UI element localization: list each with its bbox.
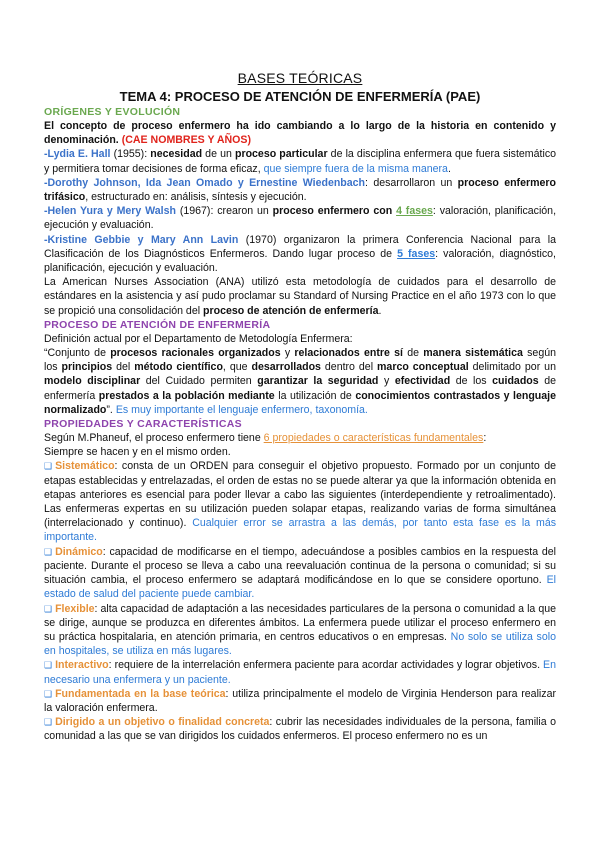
text-bold: marco conceptual (377, 361, 469, 374)
author-gebbie: Kristine Gebbie y Mary Ann Lavin (47, 233, 239, 246)
note-blue: que siempre fuera de la misma manera (263, 162, 448, 175)
checkbox-bullet-icon: ❑ (44, 461, 53, 472)
intro-text: El concepto de proceso enfermero ha ido cambiando a lo largo de la historia en contenido y denominación. (44, 120, 556, 147)
author-johnson: Dorothy Johnson, Ida Jean Omado y Ernestine Wiedenbach (47, 176, 366, 189)
text-bold: cuidados (492, 375, 539, 388)
text: , que (222, 361, 252, 374)
text-bold: prestados a la población mediante (98, 389, 275, 402)
text-bold: proceso enfermero con (272, 205, 397, 218)
text-bold: conocimientos contrastados y lenguaje normalizado (44, 389, 556, 416)
checkbox-bullet-icon: ❑ (44, 546, 53, 557)
dash: - (44, 176, 48, 189)
definition-intro: Definición actual por el Departamento de Metodología Enfermera: (44, 332, 353, 345)
text: de un (202, 148, 235, 161)
property-name: Sistemático (55, 460, 115, 473)
text: y (378, 375, 395, 388)
text: : valoración, planificación, ejecución y evaluación. (44, 205, 557, 232)
paragraph-hall (44, 147, 556, 175)
section-heading-propiedades: PROPIEDADES Y CARACTERÍSTICAS (44, 418, 242, 431)
six-properties: 6 propiedades o características fundamentales (263, 432, 484, 445)
paragraph-johnson (44, 176, 556, 204)
text: de (402, 347, 424, 360)
text: (1967): crearon un (175, 205, 273, 218)
text-bold: procesos racionales organizados (110, 347, 281, 360)
text: . (447, 162, 451, 175)
text: : utiliza principalmente el modelo de Virginia Henderson para realizar la valoración enfermera. (44, 687, 556, 714)
text: (1955): (110, 148, 151, 161)
text: del (112, 361, 135, 374)
paragraph-ana (44, 275, 556, 318)
text: : consta de un ORDEN para conseguir el objetivo propuesto. Formado por un conjunto de etapas establecidas y entrelazadas, el orden de estas no se puede alterar ya que la información obtenida en etapas anteriores es esencial para poder llevar a cabo las siguientes (interdependiente y retroalimentado). Las enfermeras expertas en su utilización pueden solapar etapas, realizando varias de forma simultánea (interrelacionado y continuo). (44, 460, 556, 530)
property-name: Fundamentada en la base teórica (55, 687, 226, 700)
section-heading-origenes: ORÍGENES Y EVOLUCIÓN (44, 106, 181, 118)
text: (1970) organizaron la primera Conferencia Nacional para la Clasificación de los Diagnósticos Enfermeros. Dando lugar proceso de (44, 233, 556, 260)
property-name: Dinámico (55, 545, 103, 558)
checkbox-bullet-icon: ❑ (44, 603, 53, 614)
text: dentro del (320, 361, 378, 374)
text-bold: manera sistemática (423, 347, 523, 360)
property-name: Interactivo (55, 659, 109, 672)
text: de la disciplina enfermera que fuera sistemático y permitiera tomar decisiones de forma eficaz, (44, 148, 557, 175)
text: : alta capacidad de adaptación a las necesidades particulares de la persona o comunidad a la que se dirige, aunque se produzca en diferentes ámbitos. La enfermera puede utilizar el proceso enfermero en su práctica hospitalaria, en atención primaria, en centros educativos o en empresas. (44, 602, 556, 643)
property-name: Dirigido a un objetivo o finalidad concreta (55, 716, 270, 729)
text-bold: proceso de atención de enfermería (203, 304, 379, 317)
note-blue: En necesario una enfermera y un paciente. (44, 659, 556, 686)
text: según los (44, 347, 556, 374)
text: : valoración, diagnóstico, planificación, ejecución y evaluación. (44, 247, 556, 275)
dash: - (44, 148, 48, 161)
property-fundamentada (44, 687, 556, 715)
text: : desarrollaron un (365, 176, 458, 189)
property-flexible (44, 602, 556, 659)
text-bold: efectividad (394, 375, 451, 388)
text: y (280, 347, 295, 360)
dash: - (44, 205, 48, 218)
exam-note: (CAE NOMBRES Y AÑOS) (118, 134, 252, 147)
text: del Cuidado permiten (140, 375, 258, 388)
property-name: Flexible (55, 602, 95, 615)
always-note: Siempre se hacen y en el mismo orden. (44, 446, 231, 459)
text: delimitado por un (468, 361, 556, 374)
author-hall: Lydia E. Hall (47, 148, 111, 161)
text: : capacidad de modificarse en el tiempo, adecuándose a posibles cambios en la respuesta del paciente. Durante el proceso se lleva a cabo una reevaluación continua de la persona o comunidad; si su situación cambia, el proceso enfermero se adaptará modificándose en lo que se considere oportuno. (44, 545, 556, 587)
text-bold: modelo disciplinar (44, 375, 141, 388)
text: Según M.Phaneuf, el proceso enfermero tiene (44, 432, 264, 445)
text: la utilización de (274, 389, 356, 402)
text: “Conjunto de (44, 347, 111, 360)
paragraph-definition (44, 346, 556, 417)
text: La American Nurses Association (ANA) utilizó esta metodología de cuidados para el desarrollo de estándares en la asistencia y así pudo proclamar su Standard of Nursing Practice en el año 1973 con lo que se propició una consolidación del (44, 276, 556, 317)
document-subtitle: TEMA 4: PROCESO DE ATENCIÓN DE ENFERMERÍA (PAE) (119, 89, 481, 104)
text: . (378, 304, 382, 317)
section-heading-pae: PROCESO DE ATENCIÓN DE ENFERMERÍA (44, 318, 271, 331)
checkbox-bullet-icon: ❑ (44, 688, 53, 699)
text-bold: desarrollados (251, 361, 321, 374)
text: ”. (106, 403, 116, 416)
text-bold: principios (61, 361, 113, 374)
text-bold: proceso enfermero trifásico (44, 176, 557, 204)
document-title: BASES TEÓRICAS (237, 70, 363, 86)
text-bold: método científico (134, 361, 223, 374)
dash: - (44, 233, 48, 246)
property-dirigido (44, 715, 556, 743)
text: de los (450, 375, 493, 388)
author-yura: Helen Yura y Mery Walsh (47, 205, 176, 218)
text: : cubrir las necesidades individuales de la persona, familia o comunidad a las que se van dirigidos los cuidados enfermeros. El proceso enfermero no es un (44, 716, 556, 743)
paragraph-intro (44, 119, 556, 147)
note-blue: No solo se utiliza solo en hospitales, se utiliza en más lugares. (44, 630, 556, 658)
note-blue: El estado de salud del paciente puede cambiar. (44, 574, 556, 601)
text-bold: relacionados entre sí (294, 347, 403, 360)
text-bold: necesidad (150, 148, 203, 161)
note-blue: Es muy importante el lenguaje enfermero, taxonomía. (115, 403, 368, 416)
property-interactivo (44, 658, 556, 686)
phases-4: 4 fases (396, 205, 433, 218)
paragraph-phaneuf (44, 431, 556, 445)
property-sistematico (44, 459, 556, 544)
paragraph-gebbie (44, 233, 556, 276)
property-dinamico (44, 545, 556, 602)
phases-5: 5 fases (397, 247, 436, 260)
text-bold: garantizar la seguridad (257, 375, 379, 388)
text: de enfermería (44, 375, 557, 402)
text: : requiere de la interrelación enfermera paciente para acordar actividades y lograr objetivos. (108, 659, 544, 672)
note-blue: Cualquier error se arrastra a las demás, por tanto esta fase es la más importante. (44, 517, 557, 544)
text: : (483, 432, 487, 445)
checkbox-bullet-icon: ❑ (44, 717, 53, 728)
checkbox-bullet-icon: ❑ (44, 660, 53, 671)
text: , estructurado en: análisis, síntesis y ejecución. (85, 191, 307, 204)
text-bold: proceso particular (234, 148, 328, 161)
paragraph-yura (44, 204, 556, 232)
